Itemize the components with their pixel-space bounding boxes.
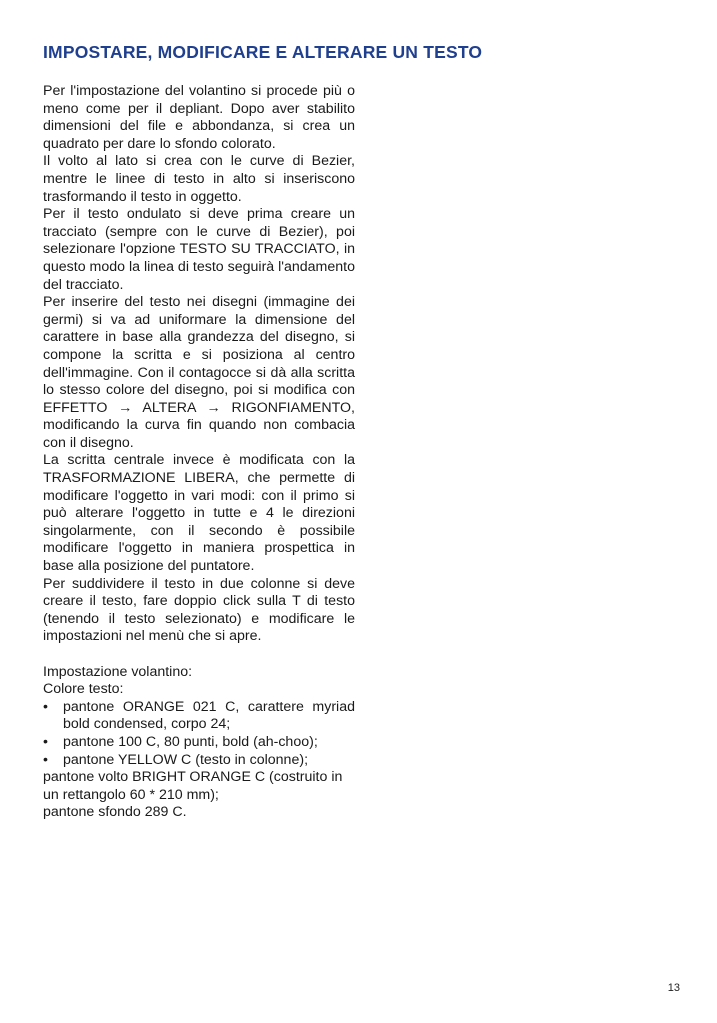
paragraph-free-transform: La scritta centrale invece è modificata con la TRASFORMAZIONE LIBERA, che permette di modificare l'oggetto in vari modi: con il primo si può alterare l'oggetto in tutte e 4 le direzioni singolarmente, con il secondo è possibile modificare l'oggetto in maniera prospettica in base alla posizione del puntatore.	[43, 452, 355, 575]
page-title: IMPOSTARE, MODIFICARE E ALTERARE UN TESTO	[43, 42, 483, 62]
list-item-text: pantone ORANGE 021 C, carattere myriad bold condensed, corpo 24;	[63, 698, 355, 733]
bullet-icon: •	[43, 698, 48, 715]
paragraph-text-in-drawings: Per inserire del testo nei disegni (immagine dei germi) si va ad uniformare la dimensione del carattere in base alla grandezza del disegno, si compone la scritta e si posiziona al centro dell'immagine. Con il contagocce si dà alla scritta lo stesso colore del disegno, poi si modifica con EFFETTO → ALTERA → RIGONFIAMENTO, modificando la curva fin quando non combacia con il disegno.	[43, 294, 355, 451]
settings-heading: Impostazione volantino:	[43, 663, 193, 680]
list-item	[43, 734, 355, 752]
settings-line-face: pantone volto BRIGHT ORANGE C (costruito in un rettangolo 60 * 210 mm);	[43, 769, 343, 803]
paragraph-wavy-text: Per il testo ondulato si deve prima creare un tracciato (sempre con le curve di Bezier), poi selezionare l'opzione TESTO SU TRACCIATO, in questo modo la linea di testo seguirà l'andamento del tracciato.	[43, 206, 355, 293]
settings-subheading: Colore testo:	[43, 681, 124, 698]
list-item-text: pantone 100 C, 80 punti, bold (ah-choo);	[63, 733, 318, 750]
bullet-icon: •	[43, 751, 48, 768]
list-item	[43, 699, 355, 734]
paragraph-two-columns: Per suddividere il testo in due colonne si deve creare il testo, fare doppio click sulla T di testo (tenendo il testo selezionato) e modificare le impostazioni nel menù che si apre.	[43, 575, 355, 645]
paragraph-face: Il volto al lato si crea con le curve di Bezier, mentre le linee di testo in alto si inseriscono trasformando il testo in oggetto.	[43, 153, 355, 205]
paragraph-intro: Per l'impostazione del volantino si procede più o meno come per il depliant. Dopo aver stabilito dimensioni del file e abbondanza, si crea un quadrato per dare lo sfondo colorato.	[43, 83, 355, 152]
settings-bullet-list	[43, 699, 355, 769]
bullet-icon: •	[43, 733, 48, 750]
settings-line-background: pantone sfondo 289 C.	[43, 804, 187, 821]
list-item	[43, 752, 355, 770]
page-number: 13	[667, 982, 680, 994]
section-spacer	[43, 646, 355, 664]
list-item-text: pantone YELLOW C (testo in colonne);	[63, 751, 309, 768]
body-column	[43, 83, 355, 822]
